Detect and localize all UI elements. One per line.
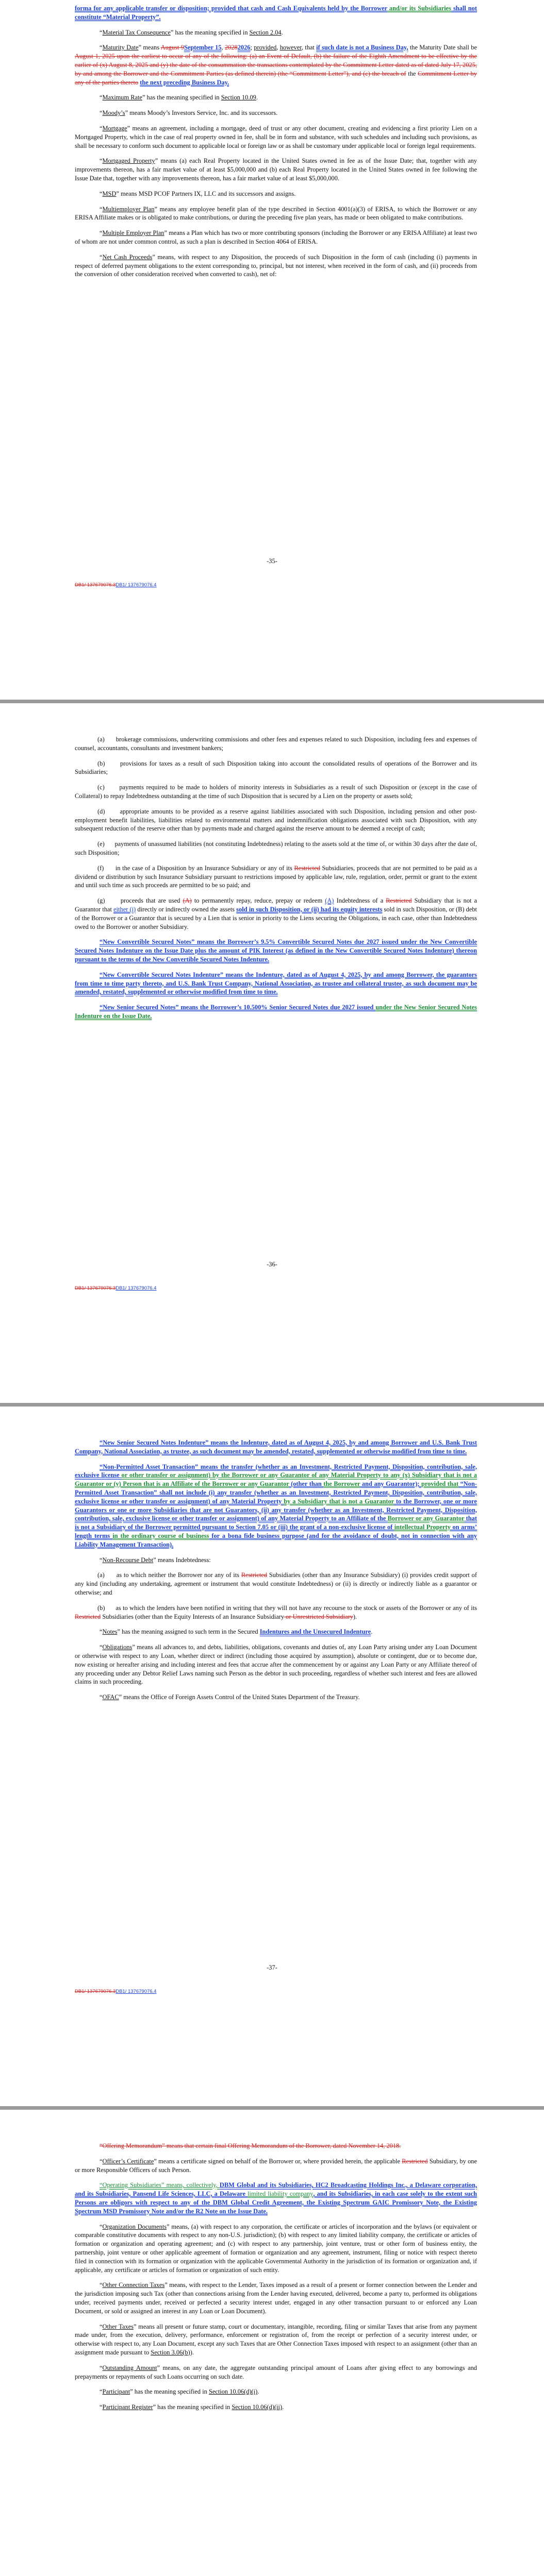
page-36 bbox=[0, 703, 544, 1406]
page-body bbox=[75, 2142, 477, 2418]
definition-new-senior-secured-notes: “New Senior Secured Notes” means the Borrower’s 10.500% Senior Secured Notes due 2027 issued under the New Senior Secured Notes Indenture on the Issue Date. bbox=[75, 1004, 477, 1020]
page-number: -35- bbox=[267, 557, 277, 565]
definition-maximum-rate: “Maximum Rate” has the meaning specified in Section 10.09. bbox=[100, 94, 258, 101]
doc-id: DB1/ 137679076.3DB1/ 137679076.4 bbox=[75, 582, 157, 588]
definition-material-tax-consequence: “Material Tax Consequence” has the meaning specified in Section 2.04. bbox=[100, 28, 283, 36]
definition-operating-subsidiaries: “Operating Subsidiaries” means, collectively, DBM Global and its Subsidiaries, HC2 Broadcasting Holdings Inc., a Delaware corporation, and its Subsidiaries, Pansend Life Sciences, LLC, a Delaware limited liability company, and its Subsidiaries, in each case solely to the extent such Persons are obligors with respect to any of the DBM Global Credit Agreement, the Existing Spectrum GAIC Promissory Note, the Existing Spectrum MSD Promissory Note and/or the R2 Note on the Issue Date. bbox=[75, 2181, 477, 2215]
list-item: (b) provisions for taxes as a result of such Disposition taking into account the consolidated results of operations of the Borrower and its Subsidiaries; bbox=[75, 759, 477, 776]
page-37 bbox=[0, 1406, 544, 2110]
material-property-tail: forma for any applicable transfer or disposition; provided that cash and Cash Equivalents held by the Borrower and/or its Subsidiaries shall not constitute “Material Property”. bbox=[75, 5, 477, 21]
doc-id: DB1/ 137679076.3DB1/ 137679076.4 bbox=[75, 1989, 157, 1994]
definition-organization-documents: “Organization Documents” means, (a) with respect to any corporation, the certificate or articles of incorporation and the bylaws (or equivalent or comparable constitutive documents with respect to any non-U.S. jurisdiction); (b) with respect to any limited liability company, the certificate or articles of formation or organization and operating agreement; and (c) with respect to any partnership, joint venture, trust or other form of business entity, the partnership, joint venture or other applicable agreement of formation or organization and any agreement, instrument, filing or notice with respect thereto filed in connection with its formation or organization with the applicable Governmental Authority in the jurisdiction of its formation or organization and, if applicable, any certificate or articles of formation or organization of such entity. bbox=[75, 2223, 477, 2274]
definition-moodys: “Moody’s” means Moody’s Investors Service, Inc. and its successors. bbox=[100, 109, 278, 117]
definition-other-connection-taxes: “Other Connection Taxes” means, with respect to the Lender, Taxes imposed as a result of a present or former connection between the Lender and the jurisdiction imposing such Tax (other than connections arising from the Lender having executed, delivered, become a party to, performed its obligations under, received payments under, received or perfected a security interest under, engaged in any other transaction pursuant to or enforced any Loan Document, or sold or assigned an interest in any Loan or Loan Document). bbox=[75, 2281, 477, 2315]
definition-multiple-employer-plan: “Multiple Employer Plan” means a Plan which has two or more contributing sponsors (including the Borrower or any ERISA Affiliate) at least two of whom are not under common control, as such a plan is described in Section 4064 of ERISA. bbox=[75, 229, 477, 245]
definition-notes: “Notes” has the meaning assigned to such term in the Secured Indentures and the Unsecured Indenture. bbox=[100, 1628, 373, 1636]
list-item: (a) as to which neither the Borrower nor any of its Restricted Subsidiaries (other than any Insurance Subsidiary) (i) provides credit support of any kind (including any undertaking, agreement or instrument that would constitute Indebtedness) or (ii) is directly or indirectly liable as a guarantor or otherwise; and bbox=[75, 1571, 477, 1596]
definition-net-cash-proceeds: “Net Cash Proceeds” means, with respect to any Disposition, the proceeds of such Disposition in the form of cash (including (i) payments in respect of deferred payment obligations to the extent corresponding to, principal, but not interest, when received in the form of cash, and (ii) proceeds from the conversion of other consideration received when converted to cash), net of: bbox=[75, 253, 477, 278]
definition-offering-memorandum-deleted: “Offering Memorandum” means that certain final Offering Memorandum of the Borrower, dated November 14, 2018. bbox=[100, 2142, 401, 2149]
definition-officers-certificate: “Officer’s Certificate” means a certificate signed on behalf of the Borrower or, where provided herein, the applicable Restricted Subsidiary, by one or more Responsible Officers of such Person. bbox=[75, 2157, 477, 2174]
page-number: -36- bbox=[267, 1261, 277, 1268]
definition-participant-register: “Participant Register” has the meaning specified in Section 10.06(d)(ii). bbox=[100, 2403, 284, 2411]
definition-new-senior-secured-notes-indenture: “New Senior Secured Notes Indenture” means the Indenture, dated as of August 4, 2025, by and among Borrower and U.S. Bank Trust Company, National Association, as trustee, as such document may be amended, restated, supplemented or otherwise modified from time to time. bbox=[75, 1439, 477, 1455]
definition-non-recourse-debt: “Non-Recourse Debt” means Indebtedness: bbox=[100, 1556, 211, 1564]
definition-new-convertible-secured-notes-indenture: “New Convertible Secured Notes Indenture” means the Indenture, dated as of August 4, 2025, by and among Borrower, the guarantors from time to time party thereto, and U.S. Bank Trust Company, National Association, as trustee and collateral trustee, as such document may be amended, restated, supplemented or otherwise modified from time to time. bbox=[75, 971, 477, 996]
definition-participant: “Participant” has the meaning specified in Section 10.06(d)(i). bbox=[100, 2388, 259, 2396]
definition-ofac: “OFAC” means the Office of Foreign Assets Control of the United States Department of the Treasury. bbox=[100, 1693, 360, 1701]
list-item: (a) brokerage commissions, underwriting commissions and other fees and expenses related to such Disposition, including fees and expenses of counsel, accountants, consultants and investment bankers; bbox=[75, 736, 477, 752]
page-35 bbox=[0, 0, 544, 703]
definition-obligations: “Obligations” means all advances to, and debts, liabilities, obligations, covenants and duties of, any Loan Party arising under any Loan Document or otherwise with respect to any Loan, whether direct or indirect (including those acquired by assumption), absolute or contingent, due or to become due, now existing or hereafter arising and including interest and fees that accrue after the commencement by or against any Loan Party or any Affiliate thereof of any proceeding under any Debtor Relief Laws naming such Person as the debtor in such proceeding, regardless of whether such interest and fees are allowed claims in such proceeding. bbox=[75, 1643, 477, 1686]
page-number: -37- bbox=[267, 1964, 277, 1971]
page-38 bbox=[0, 2110, 544, 2576]
list-item: (g) proceeds that are used (A) to permanently repay, reduce, prepay or redeem (A) Indebtedness of a Restricted Subsidiary that is not a Guarantor that either (i) directly or indirectly owned the assets sold in such Disposition, or (ii) had its equity interests sold in such Disposition, or (B) debt of the Borrower or a Guarantor that is secured by a Lien that is senior in priority to the Liens securing the Obligations, in each case, other than Indebtedness owed to the Borrower or another Subsidiary. bbox=[75, 897, 477, 930]
page-body bbox=[75, 735, 477, 1027]
list-item: (c) payments required to be made to holders of minority interests in Subsidiaries as a result of such Disposition or (except in the case of Collateral) to repay Indebtedness outstanding at the time of such Disposition that is secured by a Lien on the property or assets sold; bbox=[75, 784, 477, 800]
definition-non-permitted-asset-transaction: “Non-Permitted Asset Transaction” means the transfer (whether as an Investment, Restricted Payment, Disposition, contribution, sale, exclusive license or other transfer or assignment) by the Borrower or any Guarantor of any Material Property to any (x) Subsidiary that is not a Guarantor or (y) Person that is an Affiliate of the Borrower or any Guarantor (other than the Borrower and any Guarantor); provided that “Non-Permitted Asset Transaction” shall not include (i) any transfer (whether as an Investment, Restricted Payment, Disposition, contribution, sale, exclusive license or other transfer or assignment) of any Material Property by a Subsidiary that is not a Guarantor to the Borrower, one or more Guarantors or one or more Subsidiaries that are not Guarantors, (ii) any transfer (whether as an Investment, Restricted Payment, Disposition, contribution, sale, exclusive license or other transfer or assignment) of any Material Property to an Affiliate of the Borrower or any Guarantor that is not a Subsidiary of the Borrower permitted pursuant to Section 7.05 or (iii) the grant of a non-exclusive license of intellectual Property on arms’ length terms in the ordinary course of business for a bona fide business purpose (and for the avoidance of doubt, not in connection with any Liability Management Transaction). bbox=[75, 1463, 477, 1548]
definition-mortgage: “Mortgage” means an agreement, including a mortgage, deed of trust or any other document, creating and evidencing a first priority Lien on a Mortgaged Property, which in the case of real property owned in fee, shall be in form and substance, with such schedules and including such provisions, as shall be necessary to conform such document to applicable local or foreign law or as shall be customary under applicable local or foreign legal requirements. bbox=[75, 124, 477, 149]
list-item: (f) in the case of a Disposition by an Insurance Subsidiary or any of its Restricted Subsidiaries, proceeds that are not permitted to be paid as a dividend or distribution by such Insurance Subsidiary pursuant to restrictions imposed by applicable law, rule, regulation, order, permit or grant to the extent and until such time as such proceeds are permitted to be so paid; and bbox=[75, 864, 477, 889]
list-item: (d) appropriate amounts to be provided as a reserve against liabilities associated with such Disposition, including pension and other post-employment benefit liabilities, liabilities related to environmental matters and indemnification obligations associated with such Disposition, with any subsequent reduction of the reserve other than by payments made and charged against the reserve amount to be deemed a receipt of cash; bbox=[75, 807, 477, 833]
page-body bbox=[75, 4, 477, 285]
definition-other-taxes: “Other Taxes” means all present or future stamp, court or documentary, intangible, recording, filing or similar Taxes that arise from any payment made under, from the execution, delivery, performance, enforcement or registration of, from the receipt or perfection of a security interest under, or otherwise with respect to, any Loan Document, except any such Taxes that are Other Connection Taxes imposed with respect to an assignment (other than an assignment made pursuant to Section 3.06(b)). bbox=[75, 2323, 477, 2356]
definition-multiemployer-plan: “Multiemployer Plan” means any employee benefit plan of the type described in Section 4001(a)(3) of ERISA, to which the Borrower or any ERISA Affiliate makes or is obligated to make contributions, or during the preceding five plan years, has made or been obligated to make contributions. bbox=[75, 205, 477, 222]
definition-maturity-date: “Maturity Date” means August 9September 15, 20282026; provided, however, that if such date is not a Business Day, the Maturity Date shall be August 1, 2025 upon the earliest to occur of any of the following: (a) an Event of Default, (b) the failure of the Eighth Amendment to be effective by the earlier of (x) August 8, 2025 and (y) the date of the consummation the transactions contemplated by the Commitment Letter dated as of dated July 17, 2025, by and among the Borrower and the Commitment Parties (as defined therein) (the “Commitment Letter”), and (c) the breach of the Commitment Letter by any of the parties thereto the next preceding Business Day. bbox=[75, 44, 477, 86]
page-body bbox=[75, 1438, 477, 1708]
definition-new-convertible-secured-notes: “New Convertible Secured Notes” means the Borrower’s 9.5% Convertible Secured Notes due 2027 issued under the New Convertible Secured Notes Indenture on the Issue Date plus the amount of PIK Interest (as defined in the New Convertible Secured Notes Indenture) thereon pursuant to the terms of the New Convertible Secured Notes Indenture. bbox=[75, 938, 477, 963]
definition-mortgaged-property: “Mortgaged Property” means (a) each Real Property located in the United States owned in fee as of the Issue Date; that, together with any improvements thereon, has a fair market value of at least $5,000,000 and (b) each Real Property located in the United States owned in fee following the Issue Date that, together with any improvements thereon, has a fair market value of at least $5,000,000. bbox=[75, 157, 477, 182]
list-item: (b) as to which the lenders have been notified in writing that they will not have any recourse to the stock or assets of the Borrower or any of its Restricted Subsidiaries (other than the Equity Interests of an Insurance Subsidiary or Unrestricted Subsidiary). bbox=[75, 1604, 477, 1620]
list-item: (e) payments of unassumed liabilities (not constituting Indebtedness) relating to the assets sold at the time of, or within 30 days after the date of, such Disposition; bbox=[75, 840, 477, 856]
definition-msd: “MSD” means MSD PCOF Partners IX, LLC and its successors and assigns. bbox=[100, 190, 296, 197]
doc-id: DB1/ 137679076.3DB1/ 137679076.4 bbox=[75, 1285, 157, 1291]
definition-outstanding-amount: “Outstanding Amount” means, on any date, the aggregate outstanding principal amount of Loans after giving effect to any borrowings and prepayments or repayments of such Loans occurring on such date. bbox=[75, 2364, 477, 2380]
